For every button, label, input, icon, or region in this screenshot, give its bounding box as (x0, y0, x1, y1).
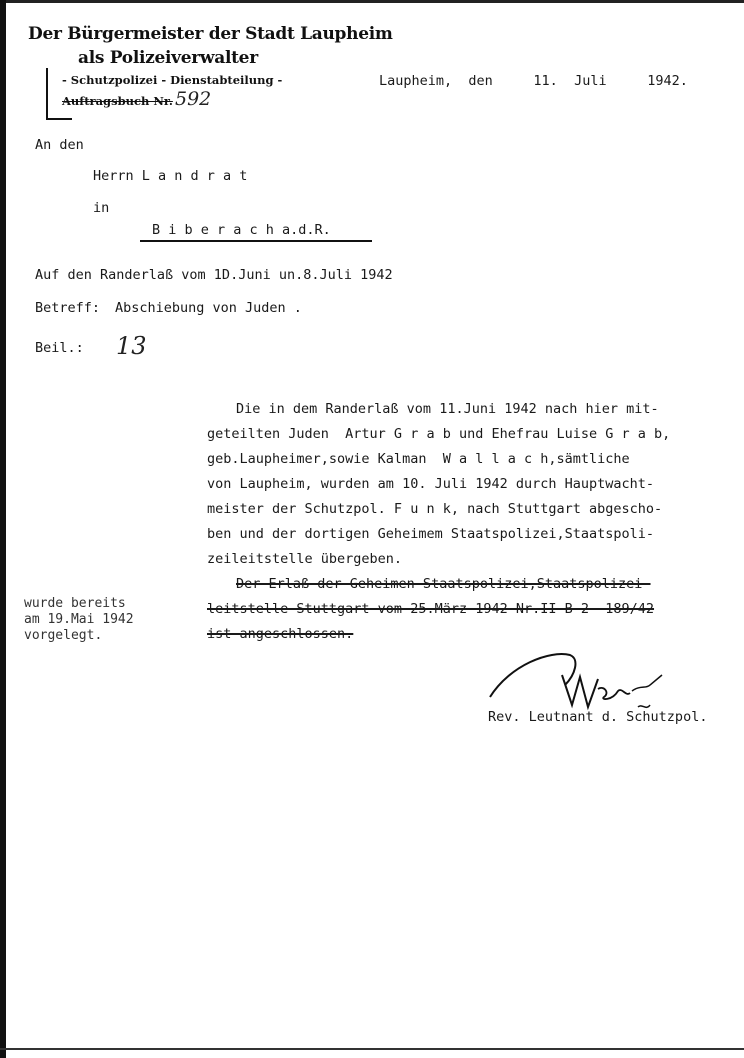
struck-line-1: Der Erlaß der Geheimen Staatspolizei,Staatspolizei- (236, 576, 651, 592)
letterhead-bracket-vertical (46, 68, 48, 120)
struck-line-2: leitstelle Stuttgart vom 25.März 1942 Nr.II B 2 -189/42 (207, 601, 655, 617)
order-book-number: 592 (175, 88, 212, 110)
margin-note-line-3: vorgelegt. (24, 628, 103, 643)
betreff-label: Betreff: (35, 300, 101, 316)
letterhead-bracket-horizontal (46, 118, 72, 120)
recipient-city-underline (140, 240, 372, 242)
place-date: Laupheim, den 11. Juli 1942. (379, 73, 688, 89)
page-edge-bottom (0, 1048, 744, 1050)
recipient-in: in (93, 200, 110, 216)
body-line-7: zeileitstelle übergeben. (207, 551, 403, 567)
margin-note-line-2: am 19.Mai 1942 (24, 612, 134, 627)
beilage-label: Beil.: (35, 340, 84, 356)
body-line-3: geb.Laupheimer,sowie Kalman W a l l a c h,sämtliche (207, 451, 630, 467)
body-line-5: meister der Schutzpol. F u n k, nach Stuttgart abgescho- (207, 501, 663, 517)
body-line-1: Die in dem Randerlaß vom 11.Juni 1942 nach hier mit- (236, 401, 659, 417)
randerlass-reference: Auf den Randerlaß vom 1D.Juni un.8.Juli 1942 (35, 267, 393, 283)
page-edge-left (0, 0, 6, 1058)
betreff-text: Abschiebung von Juden . (115, 300, 302, 316)
body-line-4: von Laupheim, wurden am 10. Juli 1942 durch Hauptwacht- (207, 476, 655, 492)
recipient-herrn-landrat: Herrn L a n d r a t (93, 168, 248, 184)
recipient-an-den: An den (35, 137, 84, 153)
body-line-2: geteilten Juden Artur G r a b und Ehefrau Luise G r a b, (207, 426, 671, 442)
letterhead-line1: Der Bürgermeister der Stadt Laupheim (28, 24, 393, 44)
page-edge-top (0, 0, 744, 3)
body-line-6: ben und der dortigen Geheimem Staatspolizei,Staatspoli- (207, 526, 655, 542)
letterhead-order-book-label: Auftragsbuch Nr. (62, 94, 173, 108)
letterhead-department: - Schutzpolizei - Dienstabteilung - (62, 73, 283, 87)
signature-title: Rev. Leutnant d. Schutzpol. (488, 709, 708, 725)
margin-note-line-1: wurde bereits (24, 596, 126, 611)
letterhead-line2: als Polizeiverwalter (78, 48, 258, 68)
recipient-city: B i b e r a c h a.d.R. (152, 222, 331, 238)
beilage-count: 13 (116, 332, 147, 360)
struck-line-3: ist angeschlossen. (207, 626, 354, 642)
